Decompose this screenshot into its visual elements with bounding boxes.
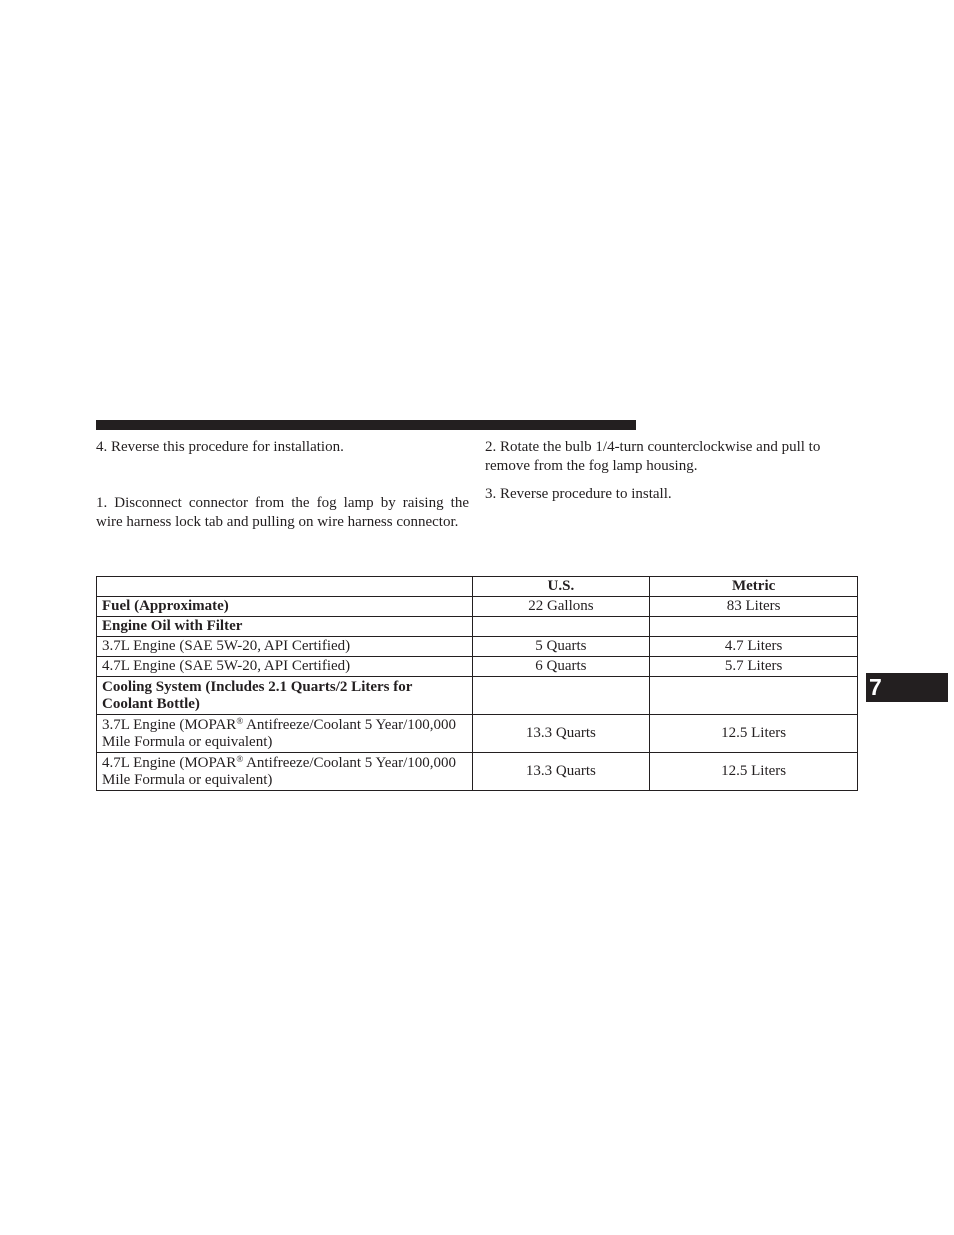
row-us: 22 Gallons	[472, 597, 650, 617]
table-row	[97, 753, 858, 791]
table-row	[97, 637, 858, 657]
row-metric	[650, 617, 858, 637]
row-metric	[650, 677, 858, 715]
section-rule	[96, 420, 636, 430]
step-1-text: 1. Disconnect connector from the fog lamp by raising the wire harness lock tab and pulling on wire harness connector.	[96, 495, 469, 530]
chapter-tab: 7	[866, 673, 948, 702]
row-metric: 5.7 Liters	[650, 657, 858, 677]
capacities-table	[96, 576, 858, 791]
header-us: U.S.	[472, 577, 650, 597]
table-header-row	[97, 577, 858, 597]
row-metric: 83 Liters	[650, 597, 858, 617]
step-3-text: 3. Reverse procedure to install.	[485, 486, 672, 502]
header-blank	[97, 577, 473, 597]
row-label-b: Antifreeze/Coolant 5 Year/100,000 Mile Formula or equivalent)	[102, 716, 457, 750]
row-us	[472, 677, 650, 715]
row-us: 13.3 Quarts	[472, 715, 650, 753]
header-metric: Metric	[650, 577, 858, 597]
row-us: 13.3 Quarts	[472, 753, 650, 791]
row-label-a: 4.7L Engine (MOPAR	[102, 754, 237, 771]
row-label: 4.7L Engine (SAE 5W-20, API Certified)	[97, 657, 473, 677]
table-row	[97, 715, 858, 753]
row-label: Fuel (Approximate)	[97, 597, 473, 617]
step-4-text: 4. Reverse this procedure for installation.	[96, 439, 344, 455]
table-row	[97, 677, 858, 715]
registered-mark: ®	[236, 715, 244, 726]
row-label	[97, 715, 473, 753]
table-row	[97, 597, 858, 617]
row-metric: 4.7 Liters	[650, 637, 858, 657]
row-label: Engine Oil with Filter	[97, 617, 473, 637]
row-metric: 12.5 Liters	[650, 715, 858, 753]
row-label: Cooling System (Includes 2.1 Quarts/2 Liters for Coolant Bottle)	[97, 677, 473, 715]
row-label-a: 3.7L Engine (MOPAR	[102, 716, 237, 733]
table-row	[97, 657, 858, 677]
row-metric: 12.5 Liters	[650, 753, 858, 791]
row-label-b: Antifreeze/Coolant 5 Year/100,000 Mile Formula or equivalent)	[102, 754, 457, 788]
registered-mark: ®	[236, 753, 244, 764]
step-2-text: 2. Rotate the bulb 1/4-turn counterclockwise and pull to remove from the fog lamp housing.	[485, 439, 821, 474]
row-label	[97, 753, 473, 791]
row-us: 6 Quarts	[472, 657, 650, 677]
table-row	[97, 617, 858, 637]
row-label: 3.7L Engine (SAE 5W-20, API Certified)	[97, 637, 473, 657]
row-us	[472, 617, 650, 637]
row-us: 5 Quarts	[472, 637, 650, 657]
